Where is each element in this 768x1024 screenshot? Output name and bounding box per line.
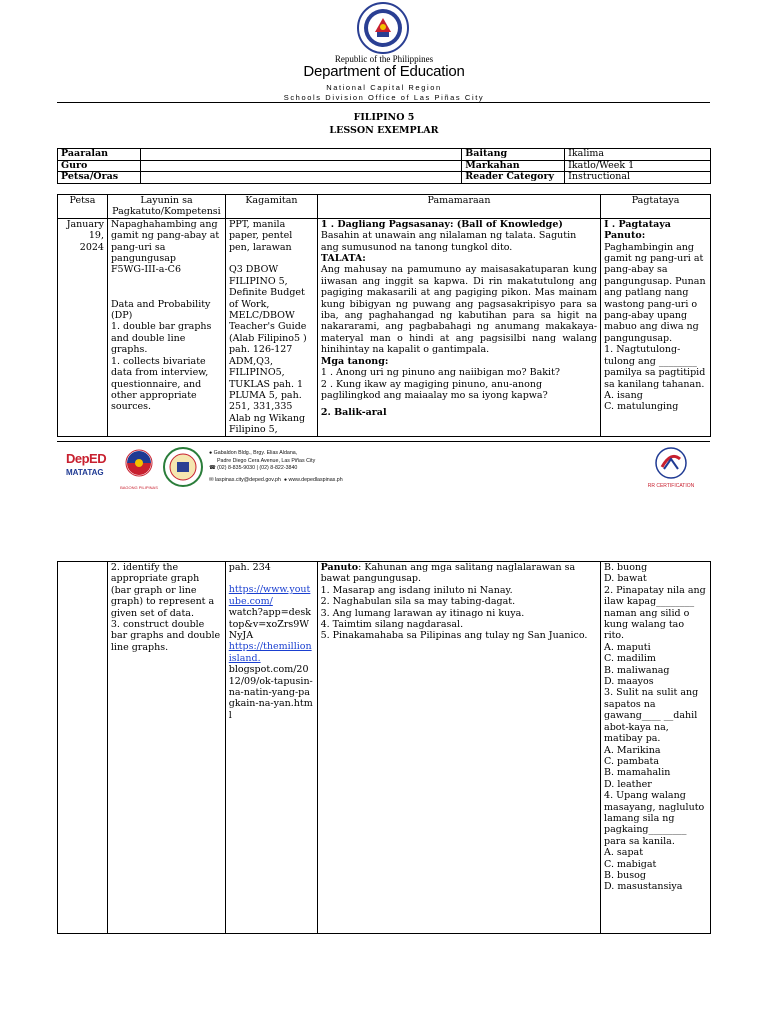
division-line: Schools Division Office of Las Piñas City	[283, 93, 485, 102]
pagtataya-heading: I . Pagtataya	[604, 218, 671, 230]
info-value: Ikatlo/Week 1	[565, 160, 711, 172]
table-row	[58, 562, 711, 934]
col-header-pamamaraan: Pamamaraan	[317, 195, 600, 219]
info-value	[140, 172, 461, 184]
info-label: Markahan	[462, 160, 565, 172]
table-header-row	[58, 195, 711, 219]
footer-contact	[209, 450, 343, 484]
talata-text: Ang mahusay na pamumuno ay maisasakatuparan kung iiwasan ang inggit sa kapwa. Di rin makatutulong ang pagiging makasarili at ang pagiging pikon. Mas mainam kung bibigyan ng puwang ang pagsasakripisyo para sa iba, ang paghahangad ng kabutihan para sa higit na nakararami, ang pagbabahagi ng anumang makakaya- materyal man o hindi at ang pagsisilbi nang walang hinihintay na kapalit o gantimpala.	[320, 264, 598, 356]
kagamitan-cell	[225, 562, 317, 934]
panuto-label: Panuto:	[604, 230, 646, 242]
info-value	[140, 149, 461, 161]
activity-instruction: Basahin at unawain ang nilalaman ng talata. Sagutin ang sumusunod na tanong tungkol dito.	[320, 230, 577, 253]
lesson-table-page2	[57, 561, 711, 934]
col-header-petsa: Petsa	[58, 195, 108, 219]
sdo-seal-icon	[163, 447, 203, 491]
doc-type-title: LESSON EXEMPLAR	[329, 125, 439, 136]
lesson-table-page1	[57, 194, 711, 437]
info-value	[140, 160, 461, 172]
republic-line: Republic of the Philippines	[334, 54, 434, 64]
pamamaraan-cell	[317, 218, 600, 436]
kagamitan-cell: PPT, manila paper, pentel pen, larawan Q3 DBOW FILIPINO 5, Definite Budget of Work, MELC/DBOW Teacher's Guide (Alab Filipino5 ) pah. 126-127 ADM,Q3, FILIPINO5, TUKLAS pah. 1 PLUMA 5, pah. 251, 331,335 Alab ng Wikang Filipino 5,	[225, 218, 317, 436]
phone-line: ☎ (02) 8-835-9030 | (02) 8-822-3840	[209, 465, 298, 472]
blog-link[interactable]: https://themillionisland.	[228, 641, 312, 664]
region-line: National Capital Region	[326, 83, 442, 92]
activity-heading: 1 . Dagliang Pagsasanay: (Ball of Knowledge)	[320, 218, 563, 230]
youtube-link[interactable]: https://www.youtube.com/	[228, 584, 311, 607]
reference-text: pah. 234	[228, 562, 271, 573]
reference-text: blogspot.com/2012/09/ok-tapusin-na-natin-yang-pagkain-na-yan.html	[228, 664, 313, 721]
bagong-pilipinas-logo: BAGONG PILIPINAS	[119, 449, 159, 490]
info-row	[58, 172, 711, 184]
layunin-cell: Napaghahambing ang gamit ng pang-abay at pang-uri sa pangungusap F5WG-III-a-C6 Data and Probability (DP) 1. double bar graphs and double line graphs. 1. collects bivariate data from interview, questionnaire, and other appropriate sources.	[107, 218, 225, 436]
info-value: Ikalima	[565, 149, 711, 161]
department-title: Department of Education	[303, 63, 465, 80]
pamamaraan-cell	[317, 562, 600, 934]
email-line: ✉ laspinas.city@deped.gov.ph ● www.depedlaspinas.ph	[209, 476, 343, 483]
info-label: Guro	[58, 160, 141, 172]
table-row	[58, 218, 711, 436]
panuto-text: : Kahunan ang mga salitang naglalarawan sa bawat pangungusap.	[320, 562, 576, 585]
panuto-label: Panuto	[320, 562, 359, 573]
address-line: ● Gabaldon Bldg., Brgy. Elias Aldana,	[209, 450, 298, 456]
info-label: Paaralan	[58, 149, 141, 161]
pagtataya-text: Paghambingin ang gamit ng pang-uri at pang-abay sa pangungusap. Punan ang patlang nang wastong pang-uri o pang-abay upang mabuo ang diwa ng pangungusap. 1. Nagtutulong-tulong ang ________ pamilya sa pagtitipid sa kanilang tahanan. A. isang C. matulunging	[604, 241, 706, 413]
info-row	[58, 160, 711, 172]
exercise-items: 1. Masarap ang isdang iniluto ni Nanay. 2. Naghabulan sila sa may tabing-dagat. 3. Ang lumang larawan ay itinago ni kuya. 4. Taimtim silang nagdarasal. 5. Pinakamahaba sa Pilipinas ang tulay ng San Juanico.	[320, 584, 588, 642]
layunin-cell: 2. identify the appropriate graph (bar graph or line graph) to represent a given set of data. 3. construct double bar graphs and double line graphs.	[107, 562, 225, 934]
col-header-layunin: Layunin sa Pagkatuto/Kompetensi	[107, 195, 225, 219]
rr-certification-logo: RR CERTIFICATION	[646, 447, 696, 489]
info-value: Instructional	[565, 172, 711, 184]
subject-title: FILIPINO 5	[353, 112, 415, 123]
pagtataya-cell	[601, 218, 711, 436]
col-header-kagamitan: Kagamitan	[225, 195, 317, 219]
date-cell: January 19, 2024	[58, 218, 108, 436]
info-row	[58, 149, 711, 161]
info-label: Reader Category	[462, 172, 565, 184]
tanong-item: 1 . Anong uri ng pinuno ang naiibigan mo? Bakit?	[320, 367, 560, 379]
footer-divider	[57, 441, 710, 442]
col-header-pagtataya: Pagtataya	[601, 195, 711, 219]
deped-seal-icon	[357, 2, 409, 54]
date-cell	[58, 562, 108, 934]
tanong-label: Mga tanong:	[320, 355, 389, 367]
tanong-item: 2 . Kung ikaw ay magiging pinuno, anu-anong paglilingkod ang maiaalay mo sa iyong kapwa?	[320, 378, 548, 401]
header-divider	[57, 102, 710, 103]
reference-text: watch?app=desktop&v=xoZrs9WNyJA	[228, 607, 312, 642]
address-line: Padre Diego Cera Avenue, Las Piñas City	[217, 457, 316, 464]
info-label: Baitang	[462, 149, 565, 161]
talata-label: TALATA:	[320, 253, 366, 265]
pagtataya-cell: B. buong D. bawat 2. Pinapatay nila ang ilaw kapag________ naman ang silid o kung walang tao rito. A. maputi C. madilim B. maliwanag D. maayos 3. Sulit na sulit ang sapatos na gawang____ __dahil abot-kaya na, matibay pa. A. Marikina C. pambata B. mamahalin D. leather 4. Upang walang masayang, nagluluto lamang sila ng pagkaing________ para sa kanila. A. sapat C. mabigat B. busog D. masustansiya	[601, 562, 711, 934]
info-table	[57, 148, 711, 184]
info-label: Petsa/Oras	[58, 172, 141, 184]
balik-aral-heading: 2. Balik-aral	[320, 407, 387, 419]
deped-logo: DepED MATATAG	[66, 451, 107, 477]
